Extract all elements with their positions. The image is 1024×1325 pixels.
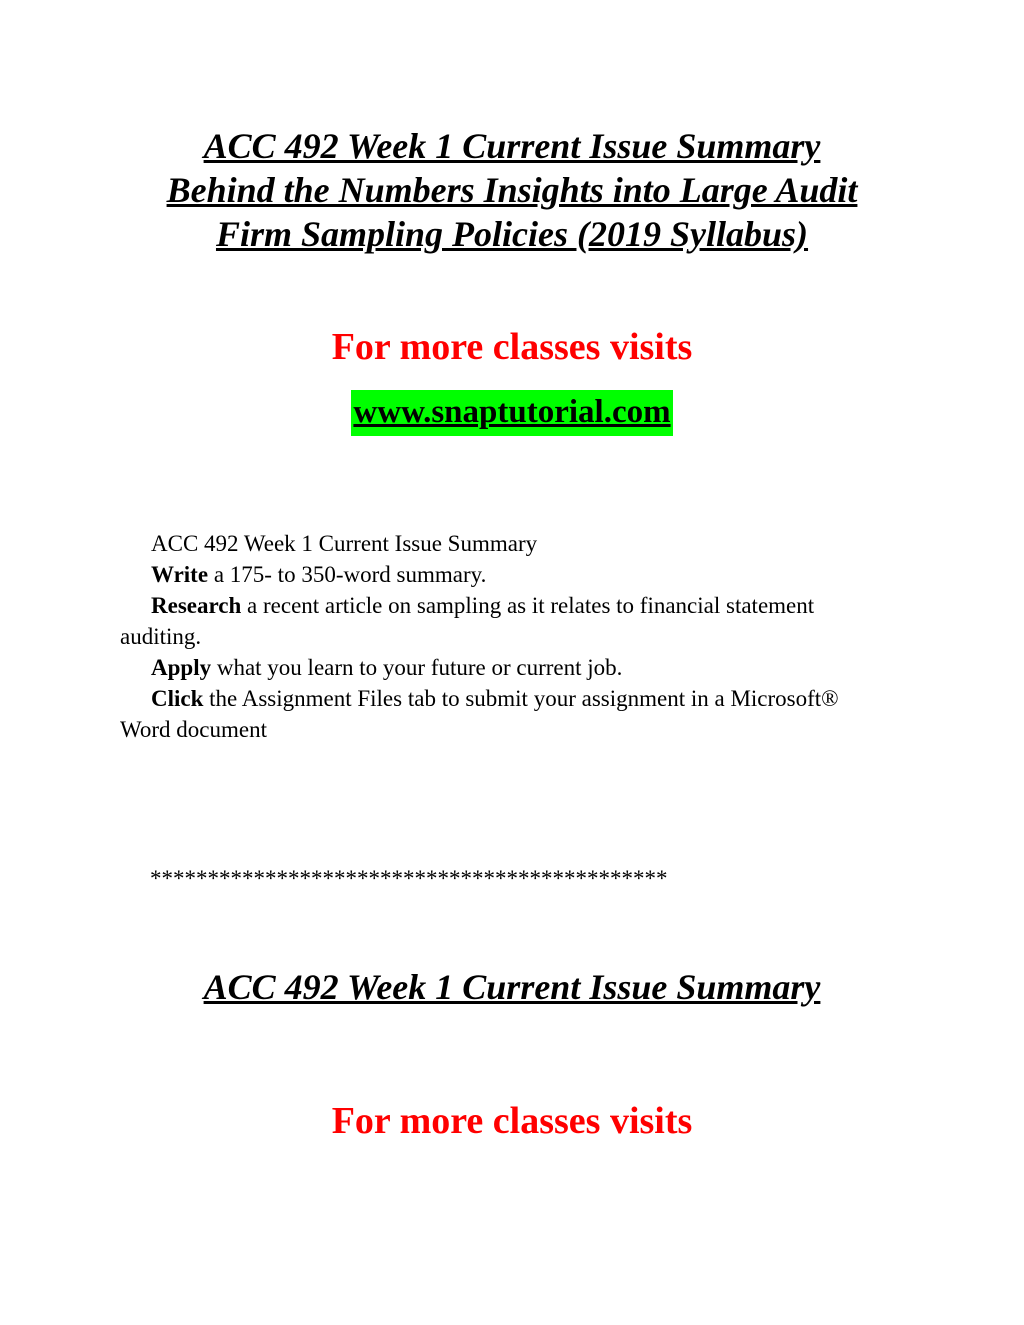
instruction-keyword: Apply [151, 655, 212, 680]
second-promo-text: For more classes visits [331, 1100, 693, 1142]
instruction-write [120, 559, 840, 590]
promo-text: For more classes visits [331, 326, 693, 368]
assignment-body [120, 528, 840, 745]
instruction-text: a recent article on sampling as it relates to financial statement auditing. [120, 593, 815, 649]
website-row [0, 390, 1024, 436]
instruction-keyword: Write [151, 562, 209, 587]
title-line-1: ACC 492 Week 1 Current Issue Summary [203, 126, 821, 166]
body-heading-line: ACC 492 Week 1 Current Issue Summary [151, 531, 538, 556]
instruction-keyword: Click [151, 686, 204, 711]
instruction-text: a 175- to 350-word summary. [208, 562, 487, 587]
instruction-apply [120, 652, 840, 683]
title-line-2: Behind the Numbers Insights into Large Audit [166, 170, 858, 210]
document-title [0, 124, 1024, 256]
instruction-click [120, 683, 840, 745]
separator-stars: ********************************************* [150, 866, 668, 891]
second-title: ACC 492 Week 1 Current Issue Summary [203, 967, 821, 1007]
instruction-research [120, 590, 840, 652]
website-link[interactable]: www.snaptutorial.com [351, 390, 672, 436]
instruction-text: the Assignment Files tab to submit your assignment in a Microsoft® Word document [120, 686, 839, 742]
instruction-keyword: Research [151, 593, 242, 618]
instruction-text: what you learn to your future or current job. [211, 655, 623, 680]
title-line-3: Firm Sampling Policies (2019 Syllabus) [215, 214, 809, 254]
